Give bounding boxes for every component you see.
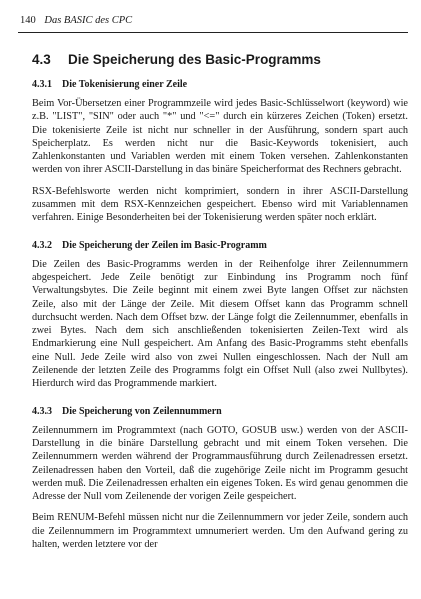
subsection-heading bbox=[32, 239, 408, 252]
subsection-number: 4.3.1 bbox=[32, 79, 52, 90]
paragraph: Zeilennummern im Programmtext (nach GOTO, GOSUB usw.) werden von der ASCII-Darstellung in die binäre Darstellung gebracht und mit einem Token versehen. Die Zeilennummern werden während der Programmausführung durch Zeilenadressen ersetzt. Zeilenadressen haben den Vorteil, daß die zugehörige Zeile nicht im Programm gesucht werden muß. Die Zeilenadressen erhalten ein eigenes Token. Es wird genau genommen die Adresse der Null vom Zeilenende der vorigen Zeile gespeichert. bbox=[32, 424, 408, 503]
section-heading bbox=[32, 52, 408, 68]
paragraph: Die Zeilen des Basic-Programms werden in der Reihenfolge ihrer Zeilennummern abgespeichert. Jede Zeile benötigt zur Einbindung ins Programm noch fünf Verwaltungsbytes. Die Zeile beginnt mit einem zwei Byte langen Offset zur nächsten Zeile, also mit der Länge der Zeile. Mit diesem Offset kann das Programm schnell durchsucht werden. Nach dem Offset bzw. der Länge folgt die Zeilennummer, ebenfalls in zwei Bytes. Nach dem sich anschließenden tokenisierten Zeilen-Text wird als Endmarkierung eine Null gespeichert. Am Anfang des Basic-Programms steht ebenfalls eine Null. Jede Zeile wird also von zwei Nullen eingeschlossen. Nach der Null am Zeilenende der letzten Zeile des Programms folgt ein Offset Null (also zwei Nullbytes). Hierdurch wird das Programmende markiert. bbox=[32, 258, 408, 390]
page-body bbox=[32, 52, 408, 559]
subsection-title: Die Speicherung der Zeilen im Basic-Programm bbox=[62, 239, 267, 251]
page-number: 140 bbox=[20, 15, 36, 26]
paragraph: Beim Vor-Übersetzen einer Programmzeile wird jedes Basic-Schlüsselwort (keyword) wie z.B. "LIST", "SIN" oder auch "*" und "<=" durch ein kürzeres Zeichen (Token) ersetzt. Die tokenisierte Zeile ist nicht nur schneller in der Ausführung, sondern spart auch Speicherplatz. Es werden nicht nur die Basic-Keywords tokenisiert, auch Zahlenkonstanten und Variablen werden mit einem Token versehen. Zahlenkonstanten werden von ihrer ASCII-Darstellung in das binäre Speicherformat des Rechners gebracht. bbox=[32, 98, 408, 176]
paragraph: RSX-Befehlsworte werden nicht komprimiert, sondern in ihrer ASCII-Darstellung zusammen mit dem RSX-Kennzeichen gespeichert. Ebenso wird mit Variablennamen verfahren. Einige Besonderheiten bei der Tokenisierung werden später noch erklärt. bbox=[32, 185, 408, 224]
section-title: Die Speicherung des Basic-Programms bbox=[68, 52, 321, 67]
subsection-number: 4.3.2 bbox=[32, 239, 52, 251]
book-title: Das BASIC des CPC bbox=[44, 15, 133, 26]
section-number: 4.3 bbox=[32, 52, 51, 67]
subsection-title: Die Tokenisierung einer Zeile bbox=[62, 79, 188, 90]
subsection-heading bbox=[32, 405, 408, 418]
subsection-number: 4.3.3 bbox=[32, 405, 52, 417]
header-rule bbox=[18, 32, 408, 33]
subsection-heading bbox=[32, 78, 408, 91]
paragraph: Beim RENUM-Befehl müssen nicht nur die Zeilennummern vor jeder Zeile, sondern auch die Zeilennummern im Programmtext umnumeriert werden. Um den Aufwand gering zu halten, werden letztere vor der bbox=[32, 512, 408, 551]
running-header bbox=[20, 14, 132, 27]
subsection-title: Die Speicherung von Zeilennummern bbox=[62, 405, 222, 417]
